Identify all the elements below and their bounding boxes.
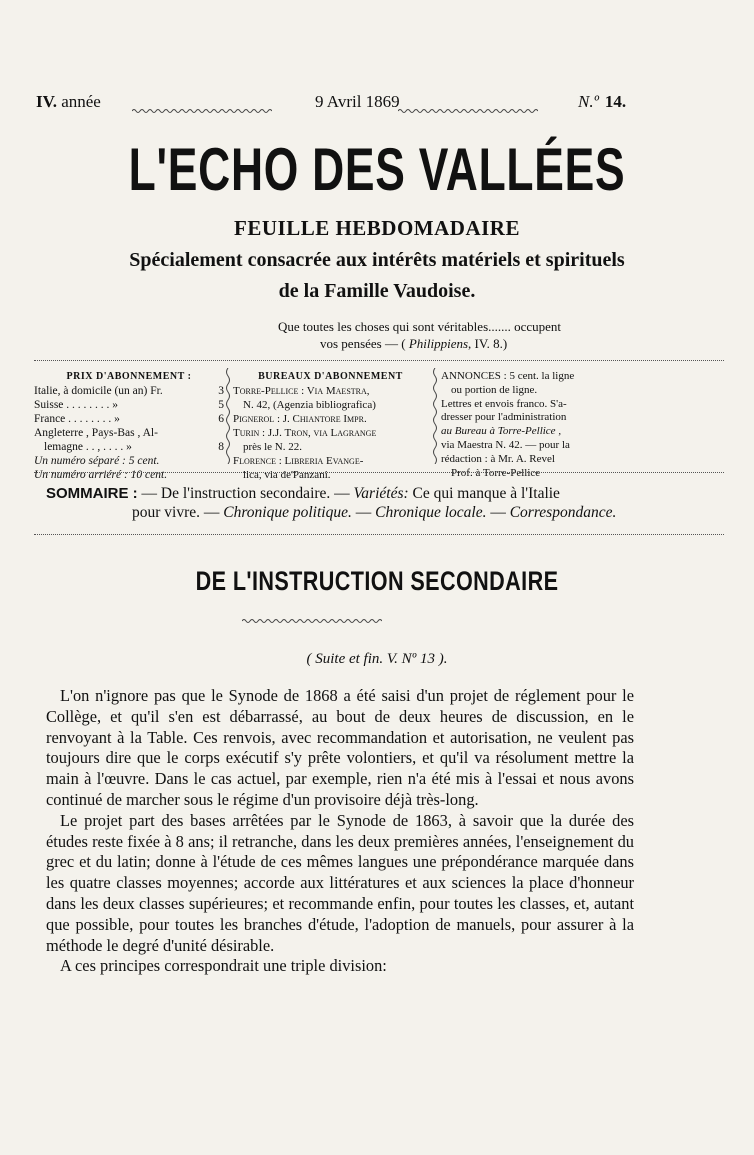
epigraph-line-2 (278, 335, 628, 352)
office-line: Torre-Pellice : Via Maestra, (233, 385, 370, 397)
single-issue-price (34, 454, 224, 468)
annonce-line: ou portion de ligne. (451, 383, 538, 396)
office-line: lica, via de'Panzani. (243, 469, 331, 481)
contents-line-2 (46, 503, 646, 522)
annonce-line: ANNONCES : 5 cent. la ligne (441, 370, 575, 382)
epigraph-verse: , IV. 8.) (468, 336, 508, 351)
column-separator-1 (225, 368, 231, 464)
newspaper-tagline-2: de la Famille Vaudoise. (278, 280, 476, 302)
price-value: 6 (218, 413, 224, 425)
office-line: Florence : Libreria Evange- (233, 455, 364, 467)
article-paragraph: Le projet part des bases arrêtées par le Synode de 1863, à savoir que la durée des études reste fixée à 8 ans; il retranche, dans les deux premières années, l'enseignement du grec et du latin; donne à l'étude de ces mêmes langues une prépondérance marquée dans les quatre classes moyennes; accorde aux littératures et aux sciences la place d'honneur dans les deux classes supérieures; et recommande enfin, pour toutes les classes, et, autant que possible, pour toutes les branches d'étude, l'adoption de manuels, pour assurer à la méthode le degré d'unité désirable. (46, 810, 634, 955)
issue-date: 9 Avril 1869 (315, 92, 400, 111)
office-line: Turin : J.J. Tron, via Lagrange (233, 427, 377, 439)
annonce-line: via Maestra N. 42. — pour la (441, 438, 570, 451)
price-value: 8 (218, 441, 224, 453)
annonce-line: Prof. à Torre-Pellice (451, 466, 541, 479)
newspaper-subtitle: FEUILLE HEBDOMADAIRE (234, 216, 520, 240)
contents-item: pour vivre. — (132, 504, 220, 521)
annonce-line: rédaction : à Mr. A. Revel (441, 452, 555, 465)
column-separator-2 (432, 368, 438, 464)
header-wavy-rule-right (398, 108, 538, 114)
contents-dash: — (490, 504, 506, 521)
price-row (34, 398, 224, 412)
article-paragraph: L'on n'ignore pas que le Synode de 1868 a été saisi d'un projet de réglement pour le Collège, et qu'il s'en est débarrassé, au bout de deux heures de discussion, en le renvoyant à la Table. Ces renvois, avec recommandation et autorisation, ne veulent pas toujours dire que le corps exécutif s'y prête volontiers, et qu'il va résolument mettre la main à l'œuvre. Dans le cas actuel, par exemple, rien n'a été mis à l'essai et nous avons continué de marcher sous le régime d'un provisoire déjà très-long. (46, 686, 634, 809)
price-label: Italie, à domicile (un an) Fr. (34, 385, 163, 397)
title-wavy-rule (242, 618, 382, 624)
issue-label: N.º (578, 92, 599, 111)
article-paragraph: A ces principes correspondrait une triple division: (60, 956, 387, 976)
annonce-line: au Bureau à Torre-Pellice , (441, 425, 562, 438)
contents-item: Variétés: (353, 485, 409, 502)
epigraph-line-1: Que toutes les choses qui sont véritables....... occupent (278, 319, 562, 334)
advertising-rates (441, 370, 631, 480)
contents-item: Ce qui manque à l'Italie (412, 485, 560, 502)
price-row (34, 426, 224, 440)
volume-year (36, 92, 101, 112)
top-dotted-rule (34, 360, 724, 361)
contents-item: Chronique politique. (223, 504, 352, 521)
article-continuation-note: ( Suite et fin. V. Nº 13 ). (306, 651, 448, 667)
newspaper-title: L'ECHO DES VALLÉES (128, 136, 626, 203)
table-of-contents (46, 484, 646, 522)
price-label: lemagne . . , . . . . » (44, 441, 132, 453)
single-issue-text: Un numéro séparé : 5 cent. (34, 455, 160, 467)
price-row (34, 440, 224, 454)
epigraph-text: vos pensées — ( (320, 336, 406, 351)
price-value: 5 (218, 399, 224, 411)
contents-item: Chronique locale. (375, 504, 487, 521)
newspaper-tagline-1: Spécialement consacrée aux intérêts matériels et spirituels (129, 249, 625, 271)
issue-number-value: 14. (604, 92, 627, 111)
subscription-prices (34, 370, 224, 482)
subscription-offices (233, 370, 428, 482)
contents-item: — De l'instruction secondaire. — (141, 485, 350, 502)
volume-label: année (61, 92, 101, 111)
price-row (34, 384, 224, 398)
back-issue-price (34, 468, 224, 482)
epigraph-reference: Philippiens (408, 336, 469, 351)
article-title: DE L'INSTRUCTION SECONDAIRE (195, 566, 559, 596)
issue-number (578, 92, 626, 112)
price-value: 3 (218, 385, 224, 397)
section-dotted-rule (34, 534, 724, 535)
prices-heading: PRIX D'ABONNEMENT : (66, 371, 192, 382)
price-row (34, 412, 224, 426)
office-line: N. 42, (Agenzia bibliografica) (243, 399, 376, 411)
contents-dash: — (355, 504, 372, 521)
header-wavy-rule-left (132, 108, 272, 114)
contents-item: Correspondance. (509, 504, 617, 521)
volume-number: IV. (36, 92, 57, 111)
price-label: France . . . . . . . . » (34, 413, 120, 425)
article-body (46, 686, 634, 977)
office-line: Pignerol : J. Chiantore Impr. (233, 413, 367, 425)
annonce-line: Lettres et envois franco. S'a- (441, 397, 567, 410)
epigraph (278, 318, 628, 352)
annonce-line: dresser pour l'administration (441, 411, 567, 424)
back-issue-text: Un numéro arriéré : 10 cent. (34, 469, 168, 481)
office-line: près le N. 22. (243, 441, 302, 453)
price-label: Angleterre , Pays-Bas , Al- (34, 427, 158, 439)
price-label: Suisse . . . . . . . . » (34, 399, 119, 411)
bottom-dotted-rule (34, 472, 724, 473)
contents-label: SOMMAIRE : (46, 485, 138, 502)
offices-heading: BUREAUX D'ABONNEMENT (258, 371, 403, 382)
